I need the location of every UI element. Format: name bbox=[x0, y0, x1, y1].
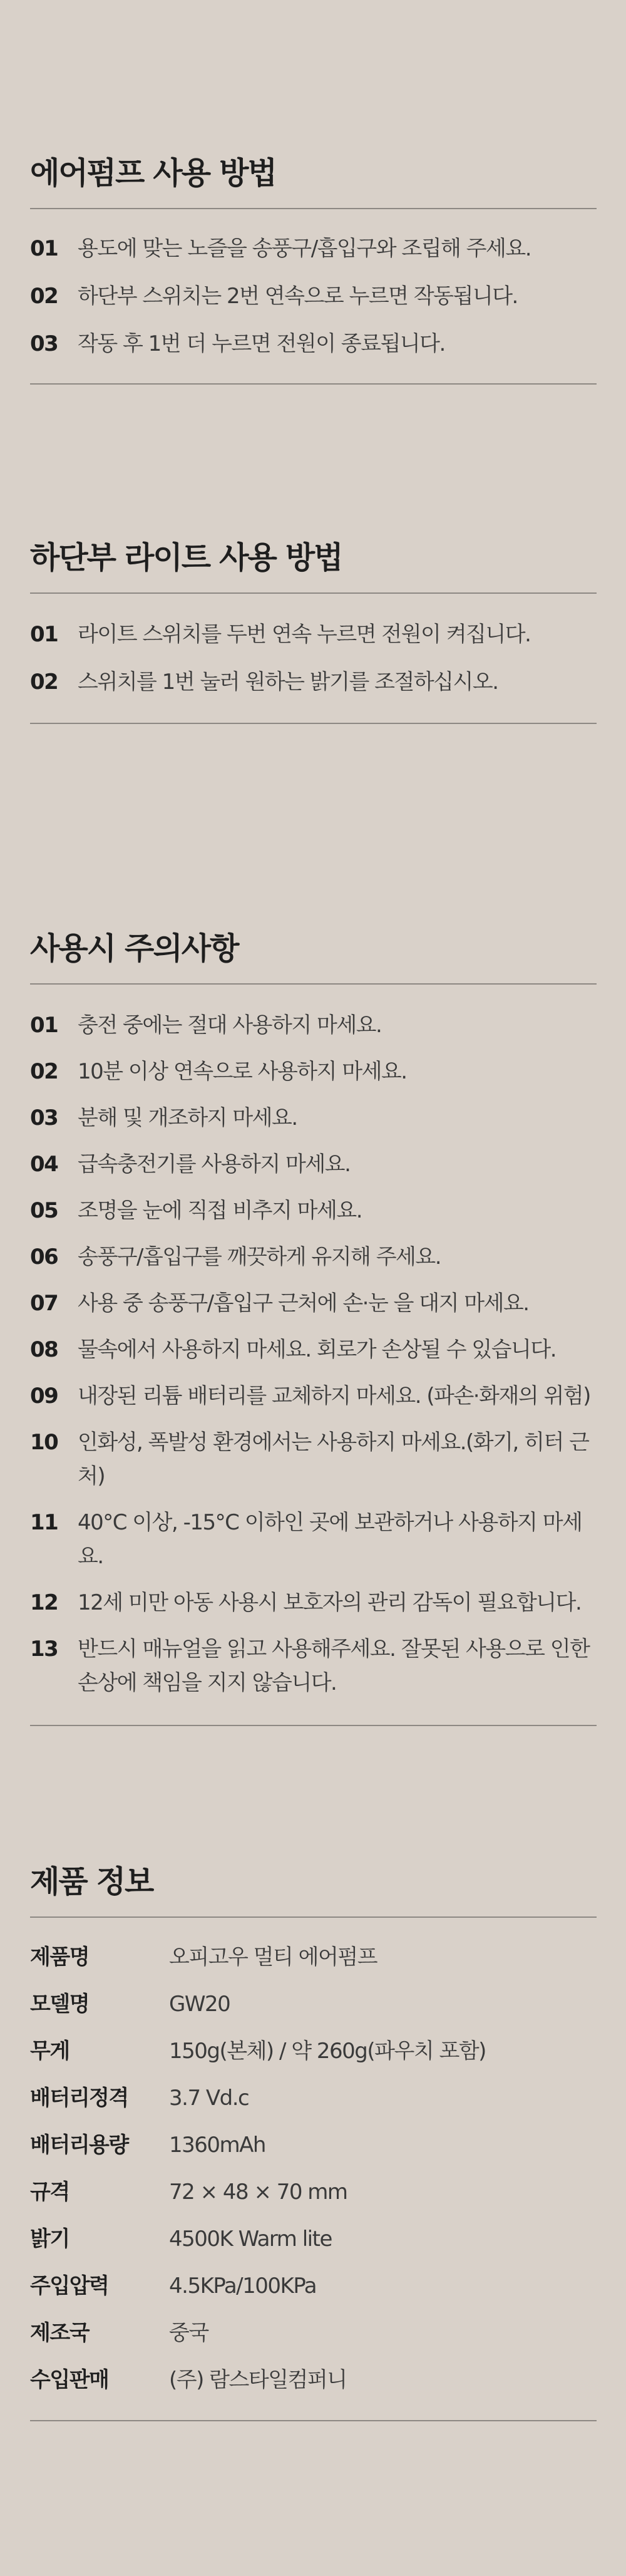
spec-key: 제품명 bbox=[30, 1945, 90, 1970]
product-spec-table bbox=[30, 1918, 597, 2421]
light-title: 하단부 라이트 사용 방법 bbox=[30, 534, 597, 594]
spec-row bbox=[30, 2263, 597, 2310]
item-text: 내장된 리튬 배터리를 교체하지 마세요. (파손·화재의 위험) bbox=[78, 1384, 590, 1409]
item-number: 01 bbox=[30, 1013, 58, 1038]
spec-key: 제조국 bbox=[30, 2320, 90, 2346]
spec-key: 수입판매 bbox=[30, 2367, 109, 2392]
list-item bbox=[30, 1147, 597, 1181]
item-number: 02 bbox=[30, 284, 58, 309]
spec-value: 3.7 Vd.c bbox=[169, 2086, 249, 2111]
spec-key: 모델명 bbox=[30, 1992, 90, 2017]
item-text: 라이트 스위치를 두번 연속 누르면 전원이 켜집니다. bbox=[78, 622, 531, 647]
item-text: 하단부 스위치는 2번 연속으로 누르면 작동됩니다. bbox=[78, 284, 518, 309]
item-number: 04 bbox=[30, 1152, 58, 1177]
item-text: 물속에서 사용하지 마세요. 회로가 손상될 수 있습니다. bbox=[78, 1337, 557, 1362]
item-text: 스위치를 1번 눌러 원하는 밝기를 조절하십시오. bbox=[78, 670, 498, 695]
product-section bbox=[30, 1858, 597, 2421]
spec-row bbox=[30, 2169, 597, 2216]
list-item bbox=[30, 1379, 597, 1413]
item-number: 01 bbox=[30, 622, 58, 647]
spec-key: 밝기 bbox=[30, 2227, 69, 2252]
spec-value: 1360mAh bbox=[169, 2133, 265, 2158]
item-number: 03 bbox=[30, 1105, 58, 1130]
item-number: 08 bbox=[30, 1337, 58, 1362]
spec-row bbox=[30, 2216, 597, 2263]
airpump-section bbox=[30, 149, 597, 385]
item-number: 01 bbox=[30, 236, 58, 261]
spec-key: 무게 bbox=[30, 2039, 69, 2064]
list-item bbox=[30, 1286, 597, 1320]
list-item bbox=[30, 327, 597, 361]
item-text: 분해 및 개조하지 마세요. bbox=[78, 1105, 297, 1130]
item-number: 03 bbox=[30, 331, 58, 356]
item-text: 조명을 눈에 직접 비추지 마세요. bbox=[78, 1198, 362, 1223]
airpump-list bbox=[30, 209, 597, 385]
list-item bbox=[30, 1632, 597, 1700]
spec-row bbox=[30, 2310, 597, 2357]
list-item bbox=[30, 1240, 597, 1274]
item-text: 사용 중 송풍구/흡입구 근처에 손·눈 을 대지 마세요. bbox=[78, 1291, 529, 1316]
product-title: 제품 정보 bbox=[30, 1858, 597, 1918]
spec-value: 중국 bbox=[169, 2320, 208, 2346]
light-section bbox=[30, 534, 597, 724]
item-text: 송풍구/흡입구를 깨끗하게 유지해 주세요. bbox=[78, 1244, 441, 1270]
spec-row bbox=[30, 1981, 597, 2028]
item-number: 02 bbox=[30, 670, 58, 695]
item-text: 10분 이상 연속으로 사용하지 마세요. bbox=[78, 1059, 407, 1084]
item-text: 반드시 매뉴얼을 읽고 사용해주세요. 잘못된 사용으로 인한 손상에 책임을 지지 않습니다. bbox=[78, 1637, 590, 1695]
list-item bbox=[30, 665, 597, 699]
item-number: 13 bbox=[30, 1637, 58, 1662]
spec-key: 배터리용량 bbox=[30, 2133, 128, 2158]
spec-key: 주입압력 bbox=[30, 2273, 109, 2299]
light-list bbox=[30, 594, 597, 724]
spec-row bbox=[30, 2028, 597, 2075]
caution-list bbox=[30, 985, 597, 1726]
spec-key: 규격 bbox=[30, 2180, 69, 2205]
list-item bbox=[30, 1586, 597, 1620]
item-number: 05 bbox=[30, 1198, 58, 1223]
list-item bbox=[30, 618, 597, 651]
spec-value: 150g(본체) / 약 260g(파우치 포함) bbox=[169, 2039, 486, 2064]
spec-value: 4500K Warm lite bbox=[169, 2227, 332, 2252]
list-item bbox=[30, 232, 597, 266]
list-item bbox=[30, 1008, 597, 1042]
item-number: 07 bbox=[30, 1291, 58, 1316]
spec-value: 4.5KPa/100KPa bbox=[169, 2273, 317, 2299]
spec-row bbox=[30, 2122, 597, 2169]
item-text: 40°C 이상, -15°C 이하인 곳에 보관하거나 사용하지 마세요. bbox=[78, 1510, 582, 1569]
item-text: 12세 미만 아동 사용시 보호자의 관리 감독이 필요합니다. bbox=[78, 1590, 582, 1615]
spec-value: 오피고우 멀티 에어펌프 bbox=[169, 1945, 377, 1970]
item-text: 급속충전기를 사용하지 마세요. bbox=[78, 1152, 351, 1177]
list-item bbox=[30, 1506, 597, 1573]
list-item bbox=[30, 1194, 597, 1228]
spec-key: 배터리정격 bbox=[30, 2086, 128, 2111]
list-item bbox=[30, 1333, 597, 1367]
spec-row bbox=[30, 1934, 597, 1981]
caution-section bbox=[30, 924, 597, 1726]
list-item bbox=[30, 1425, 597, 1493]
item-number: 09 bbox=[30, 1384, 58, 1409]
item-number: 06 bbox=[30, 1244, 58, 1270]
spec-value: 72 × 48 × 70 mm bbox=[169, 2180, 347, 2205]
item-number: 11 bbox=[30, 1510, 58, 1535]
spec-value: (주) 람스타일컴퍼니 bbox=[169, 2367, 347, 2392]
caution-title: 사용시 주의사항 bbox=[30, 924, 597, 985]
item-text: 작동 후 1번 더 누르면 전원이 종료됩니다. bbox=[78, 331, 445, 356]
item-text: 인화성, 폭발성 환경에서는 사용하지 마세요.(화기, 히터 근처) bbox=[78, 1430, 589, 1489]
item-text: 용도에 맞는 노즐을 송풍구/흡입구와 조립해 주세요. bbox=[78, 236, 531, 261]
item-number: 02 bbox=[30, 1059, 58, 1084]
airpump-title: 에어펌프 사용 방법 bbox=[30, 149, 597, 209]
spec-row bbox=[30, 2357, 597, 2404]
list-item bbox=[30, 1055, 597, 1089]
spec-value: GW20 bbox=[169, 1992, 230, 2017]
item-number: 12 bbox=[30, 1590, 58, 1615]
spec-row bbox=[30, 2075, 597, 2122]
list-item bbox=[30, 1101, 597, 1135]
list-item bbox=[30, 279, 597, 313]
item-number: 10 bbox=[30, 1430, 58, 1455]
item-text: 충전 중에는 절대 사용하지 마세요. bbox=[78, 1013, 382, 1038]
